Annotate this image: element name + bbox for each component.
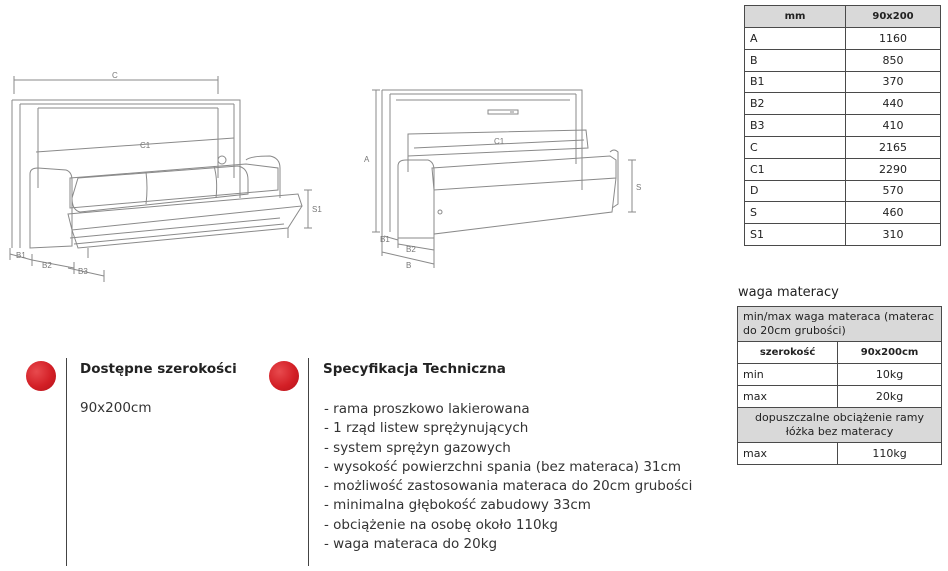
table-row <box>745 93 941 115</box>
weight-value: 20kg <box>838 386 942 408</box>
dim-key: C <box>745 136 846 158</box>
list-item: - system sprężyn gazowych <box>324 439 511 456</box>
dim-key: B2 <box>745 93 846 115</box>
dim-label-s: S <box>636 183 642 192</box>
dim-key: D <box>745 180 846 202</box>
header-mm: mm <box>745 6 846 28</box>
dim-value: 460 <box>846 202 941 224</box>
dim-key: S <box>745 202 846 224</box>
dim-value: 2165 <box>846 136 941 158</box>
table-row <box>745 136 941 158</box>
list-item: - obciążenie na osobę około 110kg <box>324 516 558 533</box>
table-row <box>745 71 941 93</box>
dim-label-b1: B1 <box>16 251 26 260</box>
dim-label-c1-closed: C1 <box>494 137 505 146</box>
weight-band-1: min/max waga materaca (materac do 20cm grubości) <box>738 307 942 342</box>
weight-value: 10kg <box>838 364 942 386</box>
dim-label-b2: B2 <box>42 261 52 270</box>
table-row <box>738 443 942 465</box>
weight-band-row <box>738 408 942 443</box>
available-widths-title: Dostępne szerokości <box>80 361 237 377</box>
table-row <box>738 386 942 408</box>
weight-value: 110kg <box>838 443 942 465</box>
spec-list <box>324 400 692 554</box>
table-row <box>738 364 942 386</box>
header-size-cm: 90x200cm <box>838 342 942 364</box>
dim-label-c1: C1 <box>140 141 151 150</box>
dim-value: 850 <box>846 49 941 71</box>
table-row <box>745 202 941 224</box>
table-row <box>745 180 941 202</box>
dim-value: 370 <box>846 71 941 93</box>
dim-key: A <box>745 28 846 50</box>
header-size: 90x200 <box>846 6 941 28</box>
dimensions-table-header <box>745 6 941 28</box>
open-bed-drawing <box>8 68 338 283</box>
dim-label-b3: B3 <box>78 267 88 276</box>
dim-value: 310 <box>846 224 941 246</box>
weight-band-row <box>738 307 942 342</box>
weight-col-header <box>738 342 942 364</box>
list-item: - minimalna głębokość zabudowy 33cm <box>324 497 591 514</box>
mattress-weight-table <box>737 306 942 465</box>
table-row <box>745 49 941 71</box>
dim-key: B1 <box>745 71 846 93</box>
dim-label-b: B <box>406 261 412 270</box>
table-row <box>745 28 941 50</box>
list-item: - waga materaca do 20kg <box>324 536 498 553</box>
dim-key: S1 <box>745 224 846 246</box>
dim-key: B3 <box>745 115 846 137</box>
table-row <box>745 115 941 137</box>
weight-key: min <box>738 364 838 386</box>
dim-value: 440 <box>846 93 941 115</box>
spec-title: Specyfikacja Techniczna <box>323 361 506 377</box>
dim-value: 570 <box>846 180 941 202</box>
table-row <box>745 224 941 246</box>
mattress-weight-heading: waga materacy <box>738 285 839 300</box>
dimensions-table <box>744 5 941 246</box>
dim-label-c: C <box>112 71 118 80</box>
dim-value: 1160 <box>846 28 941 50</box>
weight-key: max <box>738 386 838 408</box>
list-item: - 1 rząd listew sprężynujących <box>324 420 529 437</box>
list-item: - wysokość powierzchni spania (bez materaca) 31cm <box>324 458 682 475</box>
header-width: szerokość <box>738 342 838 364</box>
available-widths-value: 90x200cm <box>80 400 152 416</box>
dim-label-b1-closed: B1 <box>380 235 390 244</box>
dim-key: C1 <box>745 158 846 180</box>
closed-bed-drawing <box>362 72 652 277</box>
table-row <box>745 158 941 180</box>
weight-band-2: dopuszczalne obciążenie ramy łóżka bez materacy <box>738 408 942 443</box>
section-divider <box>66 358 67 566</box>
dim-label-a: A <box>364 155 370 164</box>
dim-value: 2290 <box>846 158 941 180</box>
red-dot-icon <box>269 361 299 391</box>
dim-label-b2-closed: B2 <box>406 245 416 254</box>
section-divider <box>308 358 309 566</box>
dim-value: 410 <box>846 115 941 137</box>
list-item: - możliwość zastosowania materaca do 20cm grubości <box>324 478 693 495</box>
weight-key: max <box>738 443 838 465</box>
dim-key: B <box>745 49 846 71</box>
dim-label-s1: S1 <box>312 205 322 214</box>
list-item: - rama proszkowo lakierowana <box>324 401 530 417</box>
red-dot-icon <box>26 361 56 391</box>
